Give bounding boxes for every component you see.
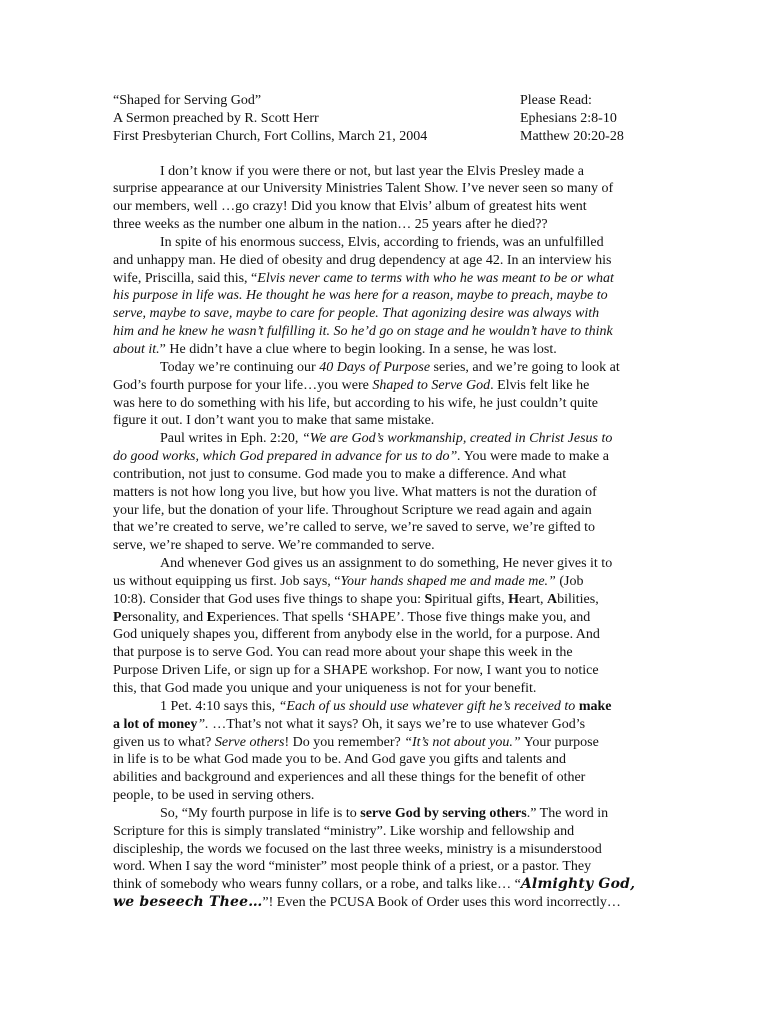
text-line xyxy=(113,769,653,787)
reading-ephesians: Ephesians 2:8-10 xyxy=(520,110,617,126)
text-line xyxy=(113,591,653,609)
text-run: Today we’re continuing our xyxy=(160,359,320,375)
text-line xyxy=(113,484,653,502)
text-line xyxy=(113,412,653,430)
text-run: So, “My fourth purpose in life is to xyxy=(160,805,361,821)
paragraph xyxy=(113,555,653,698)
text-run: this, that God made you unique and your uniqueness is not for your benefit. xyxy=(113,681,537,696)
text-line xyxy=(113,180,653,198)
text-run: people, to be used in serving others. xyxy=(113,788,315,804)
text-line xyxy=(113,751,653,769)
text-run: discipleship, the words we focused on the last three weeks, ministry is a misunderstood xyxy=(113,841,602,857)
text-run: ” He didn’t have a clue where to begin looking. In a sense, he was lost. xyxy=(159,341,557,357)
text-run: our members, well …go crazy! Did you know that Elvis’ album of greatest hits went xyxy=(113,199,587,215)
text-line xyxy=(113,573,653,591)
text-run: series, and we’re going to look at xyxy=(430,359,620,375)
text-run: serve, we’re shaped to serve. We’re commanded to serve. xyxy=(113,538,435,554)
scripture-readings xyxy=(520,92,653,146)
text-run: surprise appearance at our University Ministries Talent Show. I’ve never seen so many of xyxy=(113,181,614,197)
text-run: ersonality, and xyxy=(121,609,207,625)
text-line xyxy=(113,323,653,341)
text-run: wife, Priscilla, said this, “ xyxy=(113,270,258,286)
text-run: a lot of money xyxy=(113,716,198,732)
text-line xyxy=(113,787,653,805)
text-run: given us to what? xyxy=(113,734,215,750)
paragraph xyxy=(113,805,653,912)
text-run: 40 Days of Purpose xyxy=(319,359,431,375)
text-run: And whenever God gives us an assignment to do something, He never gives it to xyxy=(160,556,613,572)
sermon-info xyxy=(113,92,427,146)
text-run: was here to do something with his life, but according to his wife, he just couldn’t quite xyxy=(113,395,598,411)
text-run: make xyxy=(578,698,612,714)
text-run: Elvis never came to terms with who he was meant to be or what xyxy=(257,270,614,286)
paragraph xyxy=(113,430,653,555)
text-run: do good works, which God prepared in advance for us to do”. xyxy=(113,449,461,465)
text-run: “It’s not about you.” xyxy=(404,734,521,750)
text-line xyxy=(113,555,653,573)
text-line xyxy=(113,395,653,413)
text-run: Purpose Driven Life, or sign up for a SHAPE workshop. For now, I want you to notice xyxy=(113,663,599,679)
text-line xyxy=(113,698,653,716)
text-run: . Elvis felt like he xyxy=(490,377,590,393)
text-run: Your purpose xyxy=(520,734,599,750)
text-run: serve, maybe to save, maybe to care for people. That agonizing desire was always with xyxy=(113,306,600,322)
document-header xyxy=(113,92,653,146)
text-line xyxy=(113,823,653,841)
document-page xyxy=(113,92,653,912)
text-line xyxy=(113,341,653,359)
text-line xyxy=(113,894,653,912)
text-run: Scripture for this is simply translated “ministry”. Like worship and fellowship and xyxy=(113,823,575,839)
paragraph xyxy=(113,698,653,805)
text-run: three weeks as the number one album in the nation… 25 years after he died?? xyxy=(113,217,548,233)
text-run: him and he knew he wasn’t fulfilling it. So he’d go on stage and he wouldn’t have to think xyxy=(113,324,613,340)
text-run: xperiences. That spells ‘SHAPE’. Those five things make you, and xyxy=(215,609,591,625)
sermon-byline: A Sermon preached by R. Scott Herr xyxy=(113,110,319,126)
text-line xyxy=(113,252,653,270)
text-run: S xyxy=(424,591,433,607)
text-run: us without equipping us first. Job says, “ xyxy=(113,573,341,589)
text-line xyxy=(113,626,653,644)
reading-label: Please Read: xyxy=(520,93,592,108)
text-line xyxy=(113,841,653,859)
text-line xyxy=(113,287,653,305)
text-run: serve God by serving others xyxy=(360,805,527,821)
text-run: that purpose is to serve God. You can read more about your shape this week in the xyxy=(113,645,573,661)
text-run: God uniquely shapes you, different from anybody else in the world, for a purpose. And xyxy=(113,627,600,643)
sermon-body xyxy=(113,163,653,912)
text-run: …That’s not what it says? Oh, it says we’re to use whatever God’s xyxy=(208,716,586,732)
text-line xyxy=(113,876,653,894)
text-line xyxy=(113,305,653,323)
text-run: Shaped to Serve God xyxy=(372,377,491,393)
text-line xyxy=(113,716,653,734)
text-line xyxy=(113,377,653,395)
text-run: ”! Even the PCUSA Book of Order uses this word incorrectly… xyxy=(262,895,621,911)
text-run: his purpose in life was. He thought he was here for a reason, maybe to preach, maybe to xyxy=(113,288,608,304)
text-run: contribution, not just to consume. God made you to make a difference. And what xyxy=(113,466,567,482)
text-line xyxy=(113,234,653,252)
text-run: H xyxy=(508,591,519,607)
paragraph xyxy=(113,163,653,234)
text-run: your life, but the donation of your life. Throughout Scripture we read again and again xyxy=(113,502,592,518)
text-run: that we’re created to serve, we’re called to serve, we’re saved to serve, we’re gifted to xyxy=(113,520,595,536)
text-run: You were made to make a xyxy=(460,449,609,465)
text-line xyxy=(113,537,653,555)
text-run: Your hands shaped me and made me.” xyxy=(340,573,556,589)
text-run: word. When I say the word “minister” most people think of a priest, or a pastor. They xyxy=(113,859,592,875)
text-line xyxy=(113,216,653,234)
text-run: piritual gifts, xyxy=(432,591,509,607)
text-line xyxy=(113,448,653,466)
text-run: (Job xyxy=(555,573,584,589)
text-line xyxy=(113,662,653,680)
text-run: P xyxy=(113,609,122,625)
text-run: figure it out. I don’t want you to make that same mistake. xyxy=(113,413,435,429)
text-run: In spite of his enormous success, Elvis, according to friends, was an unfulfilled xyxy=(160,234,604,250)
text-line xyxy=(113,644,653,662)
text-line xyxy=(113,466,653,484)
text-run: God’s fourth purpose for your life…you were xyxy=(113,377,373,393)
reading-matthew: Matthew 20:20-28 xyxy=(520,128,624,144)
text-run: matters is not how long you live, but how you live. What matters is not the duration of xyxy=(113,484,597,500)
text-run: Paul writes in Eph. 2:20, xyxy=(160,431,302,447)
text-run: Almighty God, xyxy=(520,876,636,893)
text-run: abilities and background and experiences and all these things for the benefit of other xyxy=(113,770,586,786)
text-line xyxy=(113,270,653,288)
text-run: A xyxy=(546,591,558,607)
text-run: we beseech Thee… xyxy=(113,894,263,911)
paragraph xyxy=(113,359,653,430)
text-run: .” The word in xyxy=(526,805,609,821)
text-run: in life is to be what God made you to be. And God gave you gifts and talents and xyxy=(113,752,566,768)
text-run: ”. xyxy=(197,716,209,732)
text-line xyxy=(113,680,653,698)
text-run: E xyxy=(206,609,216,625)
text-line xyxy=(113,198,653,216)
text-line xyxy=(113,163,653,181)
text-run: ! Do you remember? xyxy=(284,734,405,750)
text-run: think of somebody who wears funny collars, or a robe, and talks like… “ xyxy=(113,877,521,893)
text-line xyxy=(113,858,653,876)
text-run: “We are God’s workmanship, created in Christ Jesus to xyxy=(301,431,613,447)
text-run: 10:8). Consider that God uses five things to shape you: xyxy=(113,591,425,607)
text-run: I don’t know if you were there or not, but last year the Elvis Presley made a xyxy=(160,163,584,179)
text-run: and unhappy man. He died of obesity and drug dependency at age 42. In an interview his xyxy=(113,252,612,268)
text-line xyxy=(113,359,653,377)
text-run: about it. xyxy=(113,341,160,357)
text-run: eart, xyxy=(518,591,547,607)
paragraph xyxy=(113,234,653,359)
text-line xyxy=(113,519,653,537)
text-line xyxy=(113,609,653,627)
text-run: “Each of us should use whatever gift he’s received to xyxy=(278,698,579,714)
sermon-title: “Shaped for Serving God” xyxy=(113,93,262,108)
text-line xyxy=(113,805,653,823)
text-line xyxy=(113,430,653,448)
text-line xyxy=(113,502,653,520)
text-line xyxy=(113,734,653,752)
text-run: bilities, xyxy=(557,591,599,607)
text-run: 1 Pet. 4:10 says this, xyxy=(160,698,279,714)
sermon-venue: First Presbyterian Church, Fort Collins, March 21, 2004 xyxy=(113,128,428,144)
text-run: Serve others xyxy=(214,734,285,750)
